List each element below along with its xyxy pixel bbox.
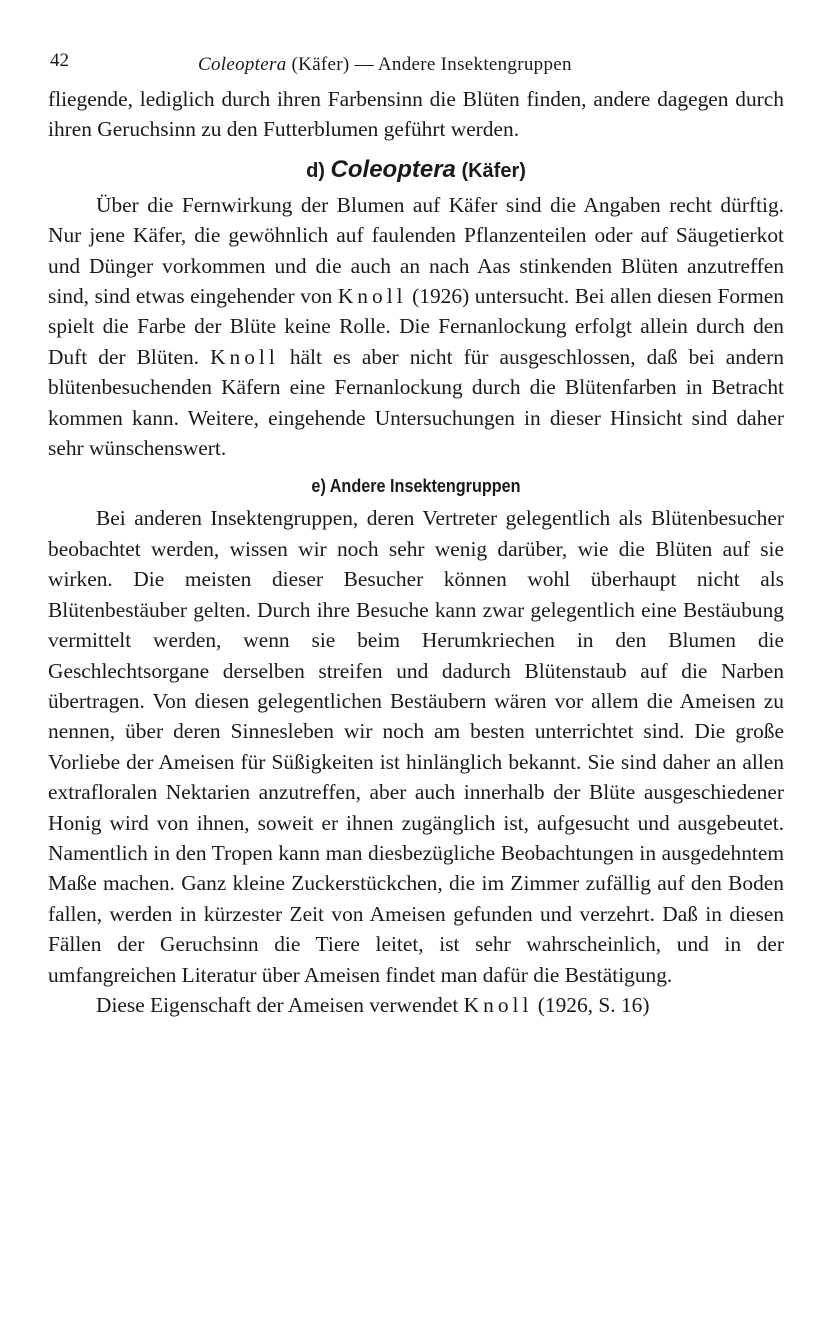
- section-d-text-3: hält es aber nicht für ausgeschlossen, daß bei andern blütenbesuchenden Käfern eine Fernanlockung durch die Blütenfarben in Betracht kommen kann. Weitere, eingehende Untersuchungen in dieser Hinsicht sind daher sehr wünschenswert.: [48, 344, 784, 461]
- author-name: Knoll: [337, 284, 407, 309]
- author-name: Knoll: [210, 344, 279, 369]
- running-title: [198, 54, 572, 76]
- intro-paragraph: fliegende, lediglich durch ihren Farbensinn die Blüten finden, andere dagegen durch ihren Geruchsinn zu den Futterblumen geführt werden.: [48, 87, 784, 142]
- running-title-rest: (Käfer) — Andere Insektengruppen: [286, 54, 572, 75]
- page-number: 42: [50, 50, 69, 71]
- section-d-text-1: Über die Fernwirkung der Blumen auf Käfer sind die Angaben recht dürftig. Nur jene Käfer, die gewöhnlich auf faulenden Pflanzenteilen oder auf Säugetierkot und Dünger vorkommen und die auch an nach Aas stinkenden Blüten anzutreffen sind, sind etwas eingehender von: [48, 192, 784, 309]
- running-title-taxon: Coleoptera: [198, 54, 287, 75]
- section-d-paragraph: [48, 190, 784, 464]
- section-e-last-paragraph: [48, 990, 784, 1020]
- section-d-taxon: Coleoptera: [330, 155, 456, 183]
- section-d-heading: [48, 155, 784, 186]
- section-e-heading: e) Andere Insektengruppen: [311, 476, 521, 497]
- author-name: Knoll: [463, 992, 533, 1017]
- section-d-prefix: d): [306, 159, 331, 182]
- last-text-suffix: (1926, S. 16): [532, 992, 650, 1017]
- section-e-paragraph: Bei anderen Insektengruppen, deren Vertreter gelegentlich als Blütenbesucher beobachtet werden, wissen wir noch sehr wenig darüber, wie die Blüten auf sie wirken. Die meisten dieser Besucher können wohl überhaupt nicht als Blütenbestäuber gelten. Durch ihre Besuche kann zwar gelegentlich eine Bestäubung vermittelt werden, wenn sie beim Herumkriechen in den Blumen die Geschlechtsorgane derselben streifen und dadurch Blütenstaub auf die Narben übertragen. Von diesen gelegentlichen Bestäubern wären vor allem die Ameisen zu nennen, über deren Sinnesleben wir noch am besten unterrichtet sind. Die große Vorliebe der Ameisen für Süßigkeiten ist hinlänglich bekannt. Sie sind daher an allen extrafloralen Nektarien anzutreffen, aber auch innerhalb der Blüte ausgeschiedener Honig wird von ihnen, soweit er ihnen zugänglich ist, aufgesucht und ausgebeutet. Namentlich in den Tropen kann man diesbezügliche Beobachtungen in ausgedehntem Maße machen. Ganz kleine Zuckerstückchen, die im Zimmer zufällig auf den Boden fallen, werden in kürzester Zeit von Ameisen gefunden und verzehrt. Daß in diesen Fällen der Geruchsinn die Tiere leitet, ist sehr wahrscheinlich, und in der umfangreichen Literatur über Ameisen findet man dafür die Bestätigung.: [48, 506, 784, 987]
- book-page: [48, 44, 784, 1020]
- last-text-prefix: Diese Eigenschaft der Ameisen verwendet: [96, 992, 464, 1017]
- running-head: [48, 44, 784, 84]
- section-d-text-2: (1926) untersucht. Bei allen diesen Formen spielt die Farbe der Blüte keine Rolle. Die Fernanlockung erfolgt allein durch den Duft der Blüten.: [48, 284, 784, 369]
- section-d-suffix: (Käfer): [455, 159, 526, 182]
